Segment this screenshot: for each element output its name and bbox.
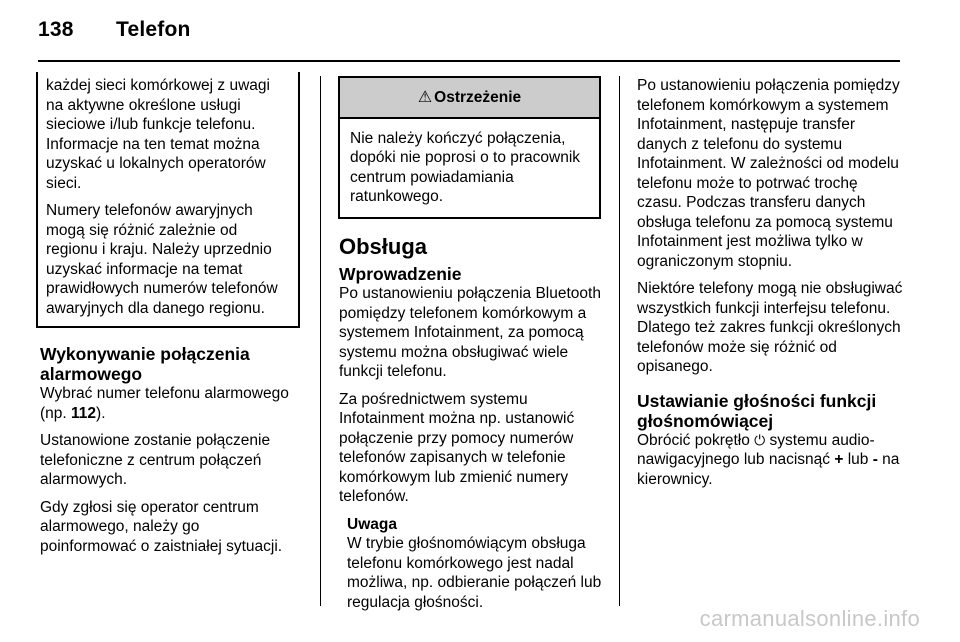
page-number: 138 (38, 18, 74, 41)
warning-icon: ⚠ (417, 89, 433, 106)
watermark: carmanualsonline.info (699, 606, 920, 631)
emergency-paragraph-3: Gdy zgłosi się operator centrum alarmowego, należy go poinformować o zaistniałej sytuacji. (40, 498, 283, 555)
emergency-number: 112 (71, 404, 97, 422)
emergency-paragraph-1 (40, 384, 300, 423)
warning-box (338, 76, 601, 219)
text: Obrócić pokrętło (637, 431, 755, 449)
header-rule (38, 60, 900, 62)
power-knob-icon: ⏻ (754, 431, 766, 448)
intro-heading: Wprowadzenie (339, 264, 462, 284)
text: Wybrać numer telefonu alarmowego (np. (40, 385, 289, 422)
text: systemu audio-nawigacyjnego lub nacisnąć (637, 431, 875, 468)
plus-icon: + (834, 451, 844, 468)
column-2 (339, 76, 603, 612)
column-divider-2 (619, 76, 620, 606)
warning-header (340, 78, 599, 119)
intro-paragraph-2: Za pośrednictwem systemu Infotainment można np. ustanowić połączenie przy pomocy numerów telefonów zapisanych w telefonie komórkowym lub zmienić numery telefonów. (339, 390, 575, 505)
warning-text: Nie należy kończyć połączenia, dopóki nie poprosi o to pracownik centrum powiadamiania ratunkowego. (350, 129, 581, 205)
column-3 (637, 76, 905, 497)
text: ). (96, 404, 106, 422)
volume-paragraph (637, 431, 905, 490)
functions-paragraph: Niektóre telefony mogą nie obsługiwać wszystkich funkcji interfejsu telefonu. Dlatego też zakres funkcji określonych telefonów może się różnić od opisanego. (637, 280, 903, 375)
intro-paragraph-1: Po ustanowieniu połączenia Bluetooth pomiędzy telefonem komórkowym a systemem Infotainment, za pomocą systemu można obsługiwać wiele funkcji telefonu. (339, 285, 601, 380)
note-title: Uwaga (347, 515, 397, 533)
volume-heading: Ustawianie głośności funkcji głośnomówiącej (637, 390, 877, 431)
warning-title: Ostrzeżenie (434, 89, 522, 106)
section-heading: Obsługa (339, 233, 428, 259)
emergency-call-heading: Wykonywanie połączenia alarmowego (40, 344, 250, 384)
chapter-title: Telefon (116, 18, 191, 41)
note-block (347, 515, 603, 613)
text: na kierownicy. (637, 451, 900, 488)
column-1 (40, 76, 300, 564)
column-divider-1 (320, 76, 321, 606)
note-text: W trybie głośnomówiącym obsługa telefonu komórkowego jest nadal możliwa, np. odbieranie połączeń lub regulacja głośności. (347, 535, 602, 611)
box-paragraph-2: Numery telefonów awaryjnych mogą się różnić zależnie od regionu i kraju. Należy uprzednio uzyskać informacje na temat prawidłowych numerów telefonów awaryjnych dla danego regionu. (46, 202, 278, 317)
transfer-paragraph: Po ustanowieniu połączenia pomiędzy telefonem komórkowym a systemem Infotainment, następuje transfer danych z telefonu do systemu Infotainment. W zależności od modelu telefonu może to potrwać trochę czasu. Podczas transferu danych obsługa telefonu za pomocą systemu Infotainment jest możliwa tylko w ograniczonym stopniu. (637, 77, 900, 270)
box-paragraph-1: każdej sieci komórkowej z uwagi na aktywne określone usługi sieciowe i/lub funkcje telefonu. Informacje na ten temat można uzyskać u lokalnych operatorów sieci. (46, 77, 270, 192)
text: lub (843, 451, 873, 468)
emergency-paragraph-2: Ustanowione zostanie połączenie telefoniczne z centrum połączeń alarmowych. (40, 432, 271, 488)
continued-box (36, 72, 300, 328)
minus-icon: - (872, 451, 878, 468)
